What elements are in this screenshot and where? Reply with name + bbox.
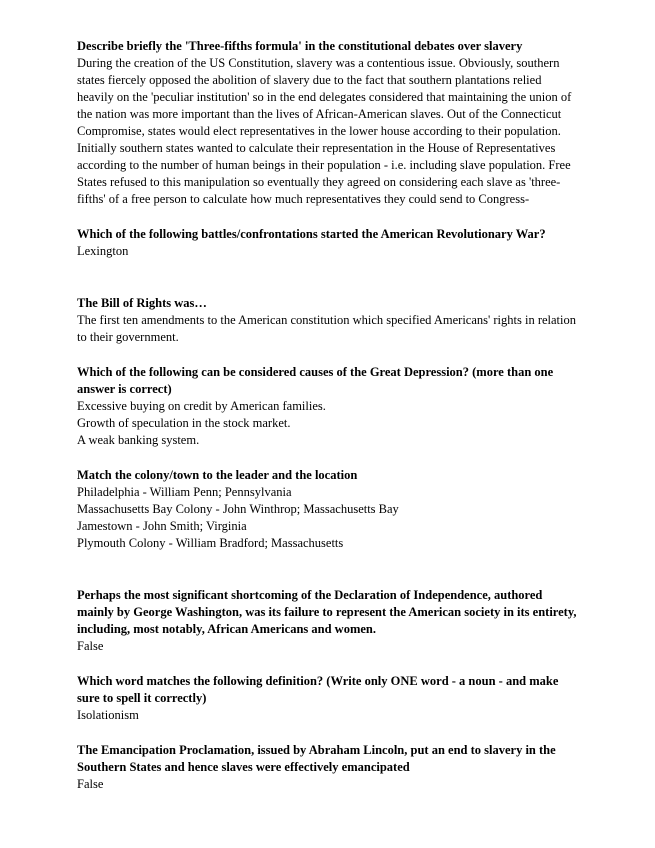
answer-line: Isolationism	[77, 708, 139, 722]
answer-text	[77, 243, 577, 260]
qa-block-emancipation	[77, 742, 577, 793]
answer-line: Philadelphia - William Penn; Pennsylvania	[77, 485, 292, 499]
question-text: Which of the following can be considered causes of the Great Depression? (more than one answer is correct)	[77, 365, 554, 396]
qa-block-revolutionary-war	[77, 226, 577, 260]
answer-text	[77, 398, 577, 449]
answer-line: False	[77, 777, 104, 791]
qa-block-declaration	[77, 587, 577, 655]
answer-text	[77, 484, 577, 552]
answer-line: During the creation of the US Constitution, slavery was a contentious issue. Obviously, southern states fiercely opposed the abolition of slavery due to the fact that southern plantations relied heavily on the 'peculiar institution' so in the end delegates considered that maintaining the union of the nation was more important than the lives of African-American slaves. Out of the Connecticut Compromise, states would elect representatives in the lower house according to their population. Initially southern states wanted to calculate their representation in the House of Representatives according to the number of human beings in their population - i.e. including slave population. Free States refused to this manipulation so eventually they agreed on considering each slave as 'three-fifths' of a free person to calculate how much representatives they could send to Congress-	[77, 56, 572, 206]
qa-block-great-depression	[77, 364, 577, 449]
answer-line: Excessive buying on credit by American families.	[77, 399, 326, 413]
answer-text	[77, 707, 577, 724]
answer-text	[77, 638, 577, 655]
question-text: The Emancipation Proclamation, issued by Abraham Lincoln, put an end to slavery in the Southern States and hence slaves were effectively emancipated	[77, 743, 556, 774]
answer-text	[77, 776, 577, 793]
answer-text	[77, 55, 577, 208]
question-text: Perhaps the most significant shortcoming of the Declaration of Independence, authored mainly by George Washington, was its failure to represent the American society in its entirety, including, most notably, African Americans and women.	[77, 588, 577, 636]
question-text: The Bill of Rights was…	[77, 296, 207, 310]
question-text: Match the colony/town to the leader and the location	[77, 468, 358, 482]
answer-text	[77, 312, 577, 346]
answer-line: Jamestown - John Smith; Virginia	[77, 519, 247, 533]
question-text: Which of the following battles/confrontations started the American Revolutionary War?	[77, 227, 546, 241]
answer-line: A weak banking system.	[77, 433, 200, 447]
answer-line: Lexington	[77, 244, 129, 258]
answer-line: Growth of speculation in the stock market.	[77, 416, 291, 430]
qa-block-three-fifths	[77, 38, 577, 208]
qa-block-bill-of-rights	[77, 295, 577, 346]
question-text: Which word matches the following definition? (Write only ONE word - a noun - and make sure to spell it correctly)	[77, 674, 559, 705]
answer-line: Plymouth Colony - William Bradford; Massachusetts	[77, 536, 344, 550]
qa-block-colony-match	[77, 467, 577, 552]
answer-line: Massachusetts Bay Colony - John Winthrop; Massachusetts Bay	[77, 502, 399, 516]
qa-block-word-definition	[77, 673, 577, 724]
answer-line: The first ten amendments to the American constitution which specified Americans' rights in relation to their government.	[77, 313, 576, 344]
answer-line: False	[77, 639, 104, 653]
document-page	[77, 38, 577, 793]
question-text: Describe briefly the 'Three-fifths formula' in the constitutional debates over slavery	[77, 39, 523, 53]
